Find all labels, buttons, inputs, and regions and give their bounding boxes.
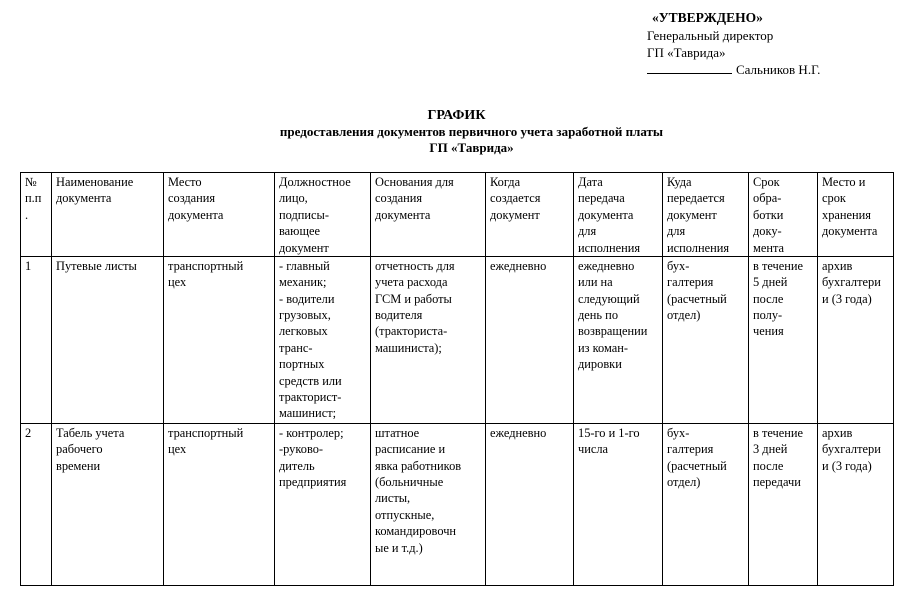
header-cell-creation-place: Место создания документа — [164, 173, 275, 257]
header-cell-number: № п.п . — [21, 173, 52, 257]
title-line-3: ГП «Таврида» — [429, 139, 514, 155]
cell-signatory: - главный механик; - водители грузовых, легковых транс- портных средств или тракторист- машинист; — [275, 256, 371, 423]
cell-when-created: ежедневно — [486, 256, 574, 423]
approval-stamp: «УТВЕРЖДЕНО» — [652, 10, 763, 25]
header-cell-transfer-date: Дата передача документа для исполнения — [574, 173, 663, 257]
approval-signature — [647, 61, 820, 78]
table-row — [21, 423, 894, 585]
signature-line — [647, 62, 732, 74]
cell-processing-term: в течение 5 дней после полу- чения — [749, 256, 818, 423]
table-row — [21, 256, 894, 423]
cell-signatory: - контролер; -руково- дитель предприятия — [275, 423, 371, 585]
header-row — [21, 173, 894, 257]
cell-number: 2 — [21, 423, 52, 585]
cell-destination: бух- галтерия (расчетный отдел) — [663, 423, 749, 585]
signature-name: Сальников Н.Г. — [736, 62, 821, 78]
approval-block — [647, 9, 820, 78]
cell-creation-place: транспортный цех — [164, 256, 275, 423]
approval-org: ГП «Таврида» — [647, 44, 726, 60]
cell-basis: отчетность для учета расхода ГСМ и работы водителя (тракториста- машиниста); — [371, 256, 486, 423]
cell-storage: архив бухгалтери и (3 года) — [818, 423, 894, 585]
cell-processing-term: в течение 3 дней после передачи — [749, 423, 818, 585]
header-cell-storage: Место и срок хранения документа — [818, 173, 894, 257]
document-title — [0, 107, 913, 156]
cell-name: Табель учета рабочего времени — [52, 423, 164, 585]
header-cell-processing-term: Срок обра- ботки доку- мента — [749, 173, 818, 257]
cell-when-created: ежедневно — [486, 423, 574, 585]
cell-transfer-date: 15-го и 1-го числа — [574, 423, 663, 585]
cell-name: Путевые листы — [52, 256, 164, 423]
cell-creation-place: транспортный цех — [164, 423, 275, 585]
header-cell-signatory: Должностное лицо, подписы- вающее документ — [275, 173, 371, 257]
header-cell-name: Наименование документа — [52, 173, 164, 257]
schedule-table — [20, 172, 894, 586]
cell-basis: штатное расписание и явка работников (больничные листы, отпускные, командировочн ые и т.д.) — [371, 423, 486, 585]
cell-storage: архив бухгалтери и (3 года) — [818, 256, 894, 423]
approval-position: Генеральный директор — [647, 27, 774, 43]
title-line-1: ГРАФИК — [427, 108, 486, 123]
header-cell-destination: Куда передается документ для исполнения — [663, 173, 749, 257]
cell-transfer-date: ежедневно или на следующий день по возвращении из коман- дировки — [574, 256, 663, 423]
header-cell-basis: Основания для создания документа — [371, 173, 486, 257]
cell-destination: бух- галтерия (расчетный отдел) — [663, 256, 749, 423]
header-cell-when-created: Когда создается документ — [486, 173, 574, 257]
cell-number: 1 — [21, 256, 52, 423]
title-line-2: предоставления документов первичного учета заработной платы — [279, 124, 664, 140]
